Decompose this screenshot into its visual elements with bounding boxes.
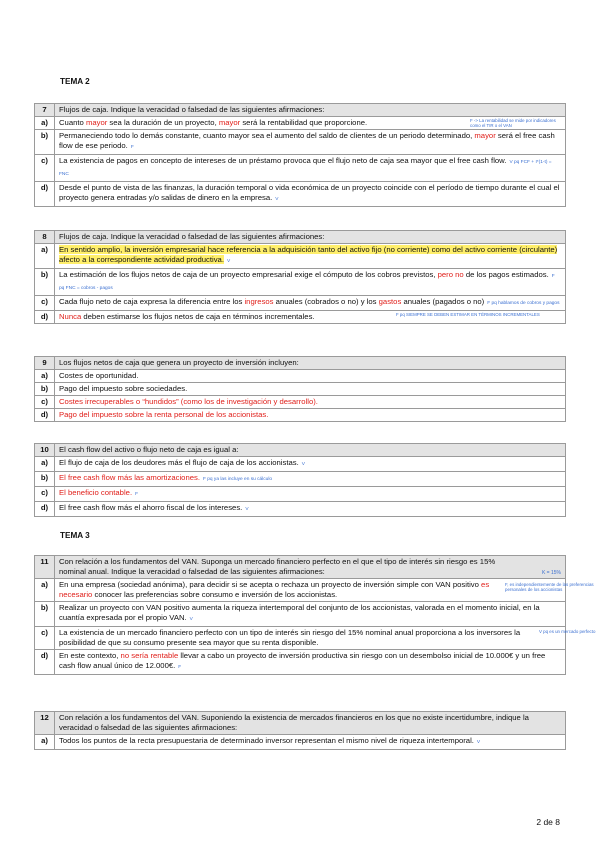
- question-7-table: [34, 103, 566, 207]
- option-letter: a): [35, 117, 55, 130]
- option-letter: a): [35, 735, 55, 750]
- question-title: Flujos de caja. Indique la veracidad o falsedad de las siguientes afirmaciones:: [55, 231, 566, 244]
- option-letter: d): [35, 182, 55, 207]
- option-text: Pago del impuesto sobre sociedades.: [55, 383, 566, 396]
- option-letter: b): [35, 269, 55, 296]
- question-12-table: [34, 711, 566, 750]
- page-number: 2 de 8: [536, 817, 560, 827]
- option-text: El flujo de caja de los deudores más el flujo de caja de los accionistas. V: [55, 457, 566, 472]
- option-letter: d): [35, 409, 55, 422]
- option-text: Todos los puntos de la recta presupuestaria de determinado inversor representan el mismo nivel de riqueza intertemporal. V: [55, 735, 566, 750]
- handwritten-annotation: V: [301, 462, 305, 467]
- option-row: [35, 602, 566, 627]
- question-8-table: [34, 230, 566, 324]
- option-row: [35, 383, 566, 396]
- question-number: 9: [35, 357, 55, 370]
- question-10-table: [34, 443, 566, 517]
- option-text: Cada flujo neto de caja expresa la diferencia entre los ingresos anuales (cobrados o no) y los gastos anuales (pagados o no) F pq hablamos de cobros y pagos: [55, 296, 566, 311]
- option-letter: b): [35, 602, 55, 627]
- option-row: [35, 409, 566, 422]
- handwritten-annotation: F, es independientemente de las preferencias personales de los accionistas: [505, 582, 594, 592]
- option-row: [35, 130, 566, 155]
- handwritten-annotation: F: [130, 145, 134, 150]
- option-text: Permaneciendo todo lo demás constante, cuanto mayor sea el aumento del saldo de clientes de un periodo determinado, mayor será el free cash flow de ese periodo. F: [55, 130, 566, 155]
- option-row: [35, 311, 566, 324]
- option-text: En este contexto, no sería rentable llevar a cabo un proyecto de inversión productiva sin riesgo con un desembolso inicial de 10.000€ y un free cash flow anual único de 12.000€. F: [55, 650, 566, 675]
- question-number: 11: [35, 556, 55, 579]
- option-letter: d): [35, 650, 55, 675]
- option-letter: b): [35, 130, 55, 155]
- question-9-table: [34, 356, 566, 422]
- handwritten-annotation: F pq SIEMPRE SE DEBEN ESTIMAR EN TÉRMINOS INCREMENTALES: [396, 312, 540, 317]
- option-row: [35, 487, 566, 502]
- option-letter: d): [35, 311, 55, 324]
- option-letter: c): [35, 296, 55, 311]
- option-row: [35, 155, 566, 182]
- handwritten-annotation: V: [189, 617, 193, 622]
- question-header: [35, 556, 566, 579]
- question-number: 7: [35, 104, 55, 117]
- option-row: [35, 396, 566, 409]
- question-title: Con relación a los fundamentos del VAN. Suponiendo la existencia de mercados financieros en los que no existe incertidumbre, indique la veracidad o falsedad de las siguientes afirmaciones:: [55, 712, 566, 735]
- option-letter: c): [35, 627, 55, 650]
- option-letter: a): [35, 244, 55, 269]
- option-row: [35, 370, 566, 383]
- option-text: En una empresa (sociedad anónima), para decidir si se acepta o rechaza un proyecto de inversión simple con VAN positivo es necesario conocer las preferencias sobre consumo e inversión de los accionistas. F, es independientemente de las preferencias personales de los accionistas: [55, 579, 566, 602]
- option-row: [35, 296, 566, 311]
- handwritten-annotation: F pq ya las incluye en su cálculo: [203, 477, 273, 482]
- question-title: Flujos de caja. Indique la veracidad o falsedad de las siguientes afirmaciones:: [55, 104, 566, 117]
- question-title: Los flujos netos de caja que genera un proyecto de inversión incluyen:: [55, 357, 566, 370]
- handwritten-annotation: V: [275, 197, 279, 202]
- option-letter: d): [35, 502, 55, 517]
- handwritten-annotation: K = 15%: [541, 570, 561, 576]
- option-row: [35, 650, 566, 675]
- question-title: Con relación a los fundamentos del VAN. Suponga un mercado financiero perfecto en el que el tipo de interés sin riesgo es 15% nominal anual. Indique la veracidad o falsedad de las siguientes afirmaciones: K = 15%: [55, 556, 566, 579]
- handwritten-annotation: F pq FNC = cobros - pagos: [59, 274, 555, 291]
- question-header: [35, 712, 566, 735]
- option-text: Nunca deben estimarse los flujos netos de caja en términos incrementales. F pq SIEMPRE SE DEBEN ESTIMAR EN TÉRMINOS INCREMENTALES: [55, 311, 566, 324]
- option-letter: b): [35, 472, 55, 487]
- option-row: [35, 117, 566, 130]
- option-row: [35, 579, 566, 602]
- handwritten-annotation: F: [135, 492, 139, 497]
- option-row: [35, 472, 566, 487]
- option-row: [35, 182, 566, 207]
- option-row: [35, 735, 566, 750]
- option-text: Desde el punto de vista de las finanzas, la duración temporal o vida económica de un proyecto coincide con el período de tiempo durante el cual el proyecto genera entradas y/o salidas de dinero en la empresa. V: [55, 182, 566, 207]
- question-number: 10: [35, 444, 55, 457]
- option-text: Pago del impuesto sobre la renta personal de los accionistas.: [55, 409, 566, 422]
- option-letter: c): [35, 487, 55, 502]
- option-letter: a): [35, 457, 55, 472]
- question-number: 8: [35, 231, 55, 244]
- section-heading-tema-3: TEMA 3: [60, 531, 90, 540]
- question-header: [35, 444, 566, 457]
- option-text: La existencia de un mercado financiero perfecto con un tipo de interés sin riesgo del 15% nominal anual proporciona a los inversores la posibilidad de que su consumo presente sea mayor que su renta disponible. V pq es un mercado perfecto: [55, 627, 566, 650]
- question-header: [35, 104, 566, 117]
- option-text: La estimación de los flujos netos de caja de un proyecto empresarial exige el cómputo de los cobros previstos, pero no de los pagos estimados. F pq FNC = cobros - pagos: [55, 269, 566, 296]
- handwritten-annotation: V: [226, 259, 231, 264]
- option-letter: b): [35, 383, 55, 396]
- option-text: La existencia de pagos en concepto de intereses de un préstamo provoca que el flujo neto de caja sea mayor que el free cash flow. V pq FCF + I*(1-t) = FNC: [55, 155, 566, 182]
- option-row: [35, 627, 566, 650]
- question-header: [35, 357, 566, 370]
- section-heading-tema-2: TEMA 2: [60, 77, 90, 86]
- handwritten-annotation: F: [178, 665, 182, 670]
- handwritten-annotation: V: [476, 740, 481, 745]
- handwritten-annotation: V pq FCF + I*(1-t) = FNC: [59, 160, 552, 177]
- option-letter: a): [35, 579, 55, 602]
- option-text: El free cash flow más el ahorro fiscal de los intereses. V: [55, 502, 566, 517]
- option-text: El free cash flow más las amortizaciones. F pq ya las incluye en su cálculo: [55, 472, 566, 487]
- handwritten-annotation: F -> La rentabilidad se mide por indicadores como el TIR o el VAN: [470, 118, 556, 128]
- option-row: [35, 457, 566, 472]
- handwritten-annotation: V: [245, 507, 249, 512]
- option-letter: c): [35, 396, 55, 409]
- question-number: 12: [35, 712, 55, 735]
- option-text: Costes irrecuperables o “hundidos” (como los de investigación y desarrollo).: [55, 396, 566, 409]
- question-title: El cash flow del activo o flujo neto de caja es igual a:: [55, 444, 566, 457]
- question-11-table: [34, 555, 596, 675]
- question-header: [35, 231, 566, 244]
- highlighted-text: En sentido amplio, la inversión empresarial hace referencia a la adquisición tanto del activo fijo (no corriente) como del activo corriente (circulante) afecto a la correspondiente actividad productiva.: [59, 245, 558, 264]
- option-row: [35, 502, 566, 517]
- handwritten-annotation: F pq hablamos de cobros y pagos: [487, 301, 560, 306]
- option-letter: a): [35, 370, 55, 383]
- option-row: [35, 244, 566, 269]
- option-row: [35, 269, 566, 296]
- handwritten-annotation: V pq es un mercado perfecto: [539, 629, 596, 634]
- option-text: [55, 244, 566, 269]
- option-text: Realizar un proyecto con VAN positivo aumenta la riqueza intertemporal del conjunto de los accionistas, valorada en el momento inicial, en la cuantía expresada por el propio VAN. V: [55, 602, 566, 627]
- option-letter: c): [35, 155, 55, 182]
- option-text: El beneficio contable. F: [55, 487, 566, 502]
- option-text: Costes de oportunidad.: [55, 370, 566, 383]
- option-text: Cuanto mayor sea la duración de un proyecto, mayor será la rentabilidad que proporcione. F -> La rentabilidad se mide por indicadores como el TIR o el VAN: [55, 117, 566, 130]
